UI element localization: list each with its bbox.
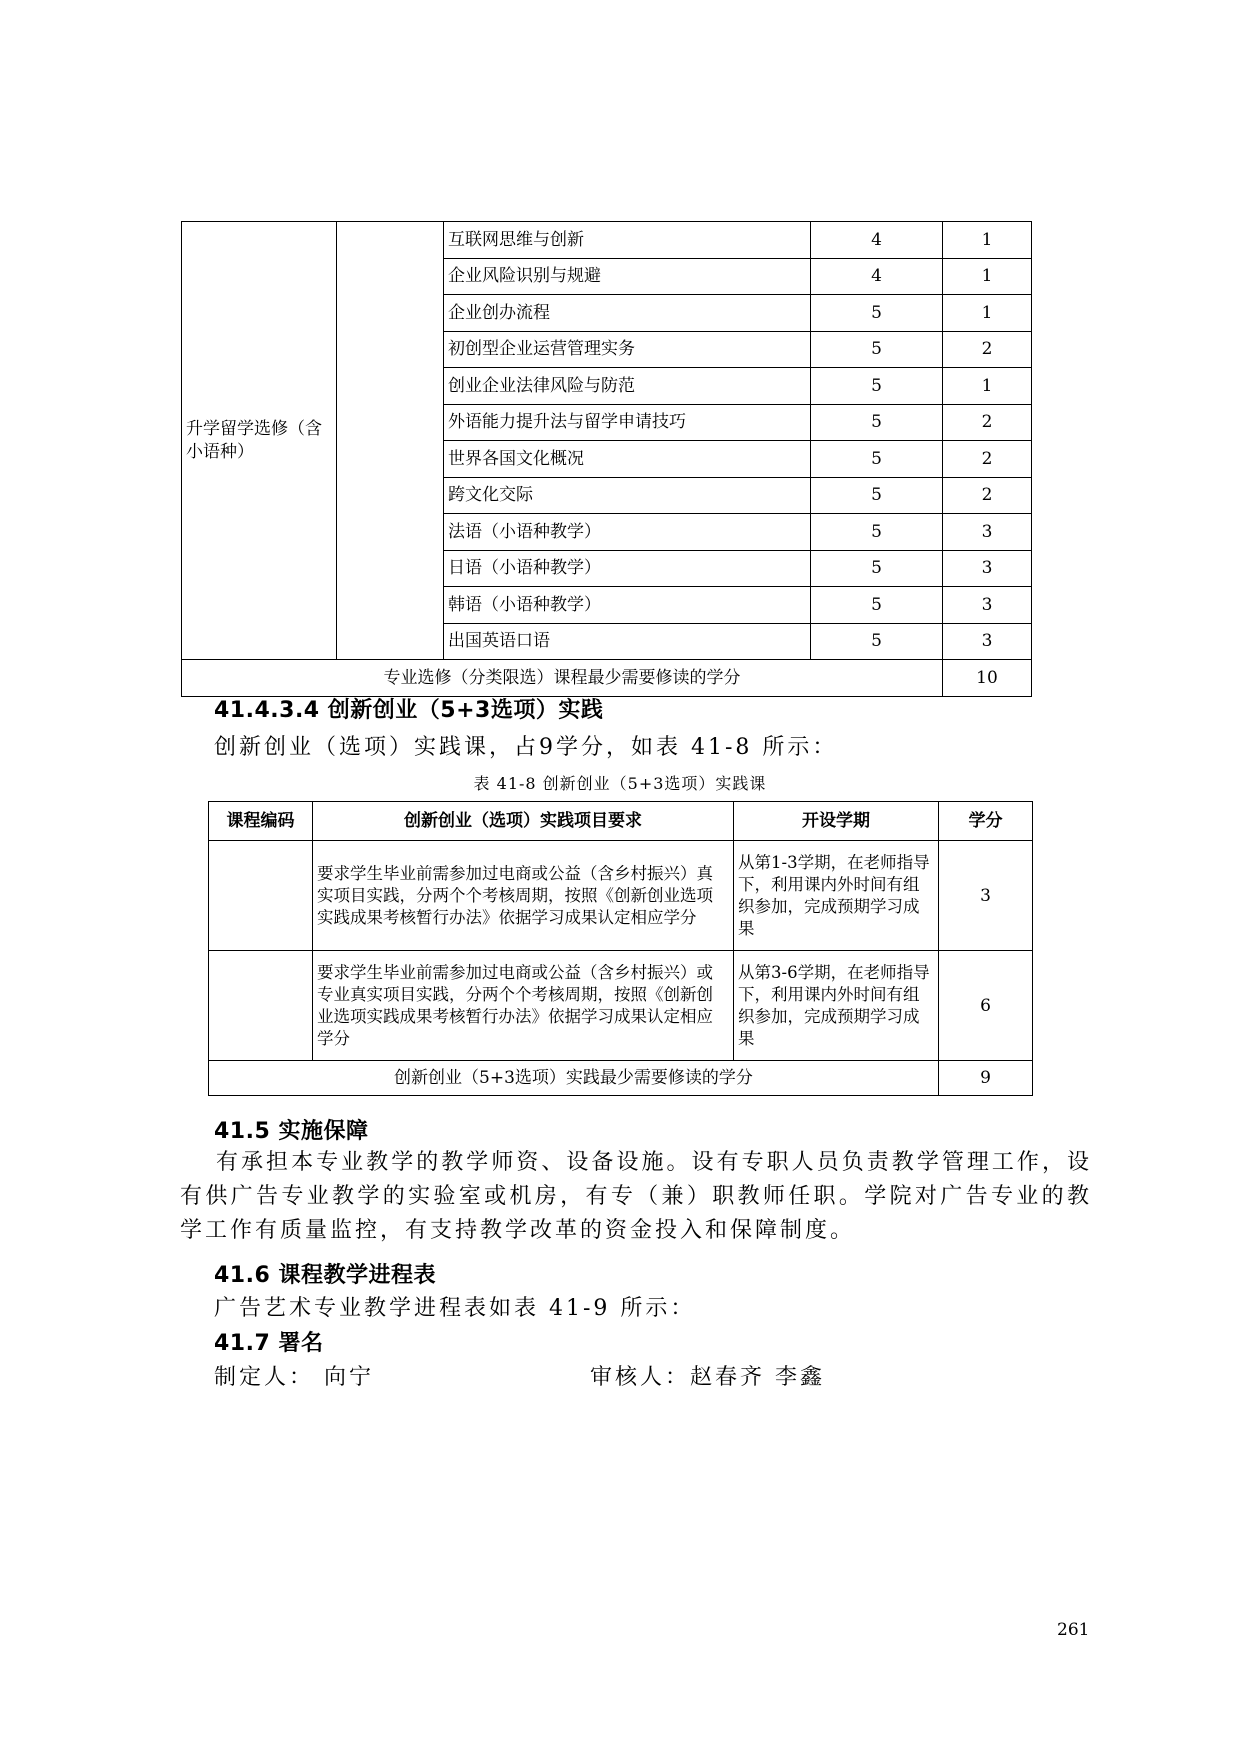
course-semester: 5: [811, 514, 943, 551]
practice-semester: 从第3-6学期，在老师指导下，利用课内外时间有组织参加，完成预期学习成果: [734, 951, 939, 1061]
section-heading-41-4-3-4: 41.4.3.4 创新创业（5+3选项）实践: [214, 698, 604, 723]
course-semester: 4: [811, 258, 943, 295]
total-value: 9: [939, 1061, 1033, 1096]
reviewer-names: 赵春齐 李鑫: [690, 1365, 826, 1390]
header-course-code: 课程编码: [209, 802, 313, 841]
course-name: 互联网思维与创新: [444, 222, 811, 259]
course-code: [209, 951, 313, 1061]
page-number: 261: [1057, 1620, 1090, 1640]
practice-semester: 从第1-3学期，在老师指导下，利用课内外时间有组织参加，完成预期学习成果: [734, 841, 939, 951]
reviewer-label: 审核人：: [590, 1365, 691, 1390]
table-row: [182, 222, 1032, 259]
subcategory-cell: [337, 222, 444, 660]
table-row: [209, 841, 1033, 951]
course-semester: 5: [811, 295, 943, 332]
section-41-6-body: 广告艺术专业教学进程表如表 41-9 所示：: [214, 1296, 696, 1321]
course-credit: 2: [943, 331, 1032, 368]
course-credit: 3: [943, 623, 1032, 660]
section-heading-41-7: 41.7 署名: [214, 1331, 324, 1356]
section-41-5-body: 有承担本专业教学的教学师资、设备设施。设有专职人员负责教学管理工作，设有供广告专业教学的实验室或机房，有专（兼）职教师任职。学院对广告专业的教学工作有质量监控，有支持教学改革的资金投入和保障制度。: [180, 1150, 1092, 1243]
course-name: 跨文化交际: [444, 477, 811, 514]
course-code: [209, 841, 313, 951]
total-label: 专业选修（分类限选）课程最少需要修读的学分: [182, 660, 943, 697]
header-credit: 学分: [939, 802, 1033, 841]
author-name: 向宁: [324, 1365, 375, 1390]
course-name: 出国英语口语: [444, 623, 811, 660]
course-semester: 5: [811, 623, 943, 660]
table-total-row: [182, 660, 1032, 697]
course-semester: 5: [811, 477, 943, 514]
course-semester: 5: [811, 587, 943, 624]
course-semester: 5: [811, 331, 943, 368]
reviewer-signature: [590, 1360, 825, 1391]
course-name: 日语（小语种教学）: [444, 550, 811, 587]
course-credit: 1: [943, 258, 1032, 295]
course-name: 初创型企业运营管理实务: [444, 331, 811, 368]
header-semester: 开设学期: [734, 802, 939, 841]
header-requirement: 创新创业（选项）实践项目要求: [313, 802, 734, 841]
course-semester: 5: [811, 550, 943, 587]
course-credit: 2: [943, 441, 1032, 478]
table-caption: 表 41-8 创新创业（5+3选项）实践课: [473, 774, 767, 793]
course-name: 创业企业法律风险与防范: [444, 368, 811, 405]
section-heading-41-5: 41.5 实施保障: [214, 1119, 369, 1144]
course-name: 企业创办流程: [444, 295, 811, 332]
course-credit: 2: [943, 477, 1032, 514]
table-row: [209, 951, 1033, 1061]
course-name: 世界各国文化概况: [444, 441, 811, 478]
practice-credit: 6: [939, 951, 1033, 1061]
author-label: 制定人：: [214, 1365, 315, 1390]
practice-requirement: 要求学生毕业前需参加过电商或公益（含乡村振兴）真实项目实践，分两个个考核周期，按照《创新创业选项实践成果考核暂行办法》依据学习成果认定相应学分: [313, 841, 734, 951]
course-credit: 1: [943, 222, 1032, 259]
practice-credit: 3: [939, 841, 1033, 951]
section-intro: 创新创业（选项）实践课，占9学分，如表 41-8 所示：: [214, 735, 838, 760]
course-name: 外语能力提升法与留学申请技巧: [444, 404, 811, 441]
course-credit: 3: [943, 550, 1032, 587]
course-semester: 5: [811, 441, 943, 478]
elective-course-table: [181, 221, 1032, 697]
course-credit: 1: [943, 368, 1032, 405]
table-total-row: [209, 1061, 1033, 1096]
course-credit: 3: [943, 587, 1032, 624]
course-name: 法语（小语种教学）: [444, 514, 811, 551]
table-header-row: [209, 802, 1033, 841]
category-cell: 升学留学选修（含小语种）: [182, 222, 337, 660]
course-semester: 5: [811, 368, 943, 405]
total-label: 创新创业（5+3选项）实践最少需要修读的学分: [209, 1061, 939, 1096]
section-heading-41-6: 41.6 课程教学进程表: [214, 1263, 436, 1288]
course-credit: 1: [943, 295, 1032, 332]
course-semester: 5: [811, 404, 943, 441]
innovation-practice-table: [208, 801, 1033, 1096]
total-value: 10: [943, 660, 1032, 697]
course-name: 韩语（小语种教学）: [444, 587, 811, 624]
course-name: 企业风险识别与规避: [444, 258, 811, 295]
course-credit: 3: [943, 514, 1032, 551]
practice-requirement: 要求学生毕业前需参加过电商或公益（含乡村振兴）或专业真实项目实践，分两个个考核周期，按照《创新创业选项实践成果考核暂行办法》依据学习成果认定相应学分: [313, 951, 734, 1061]
course-semester: 4: [811, 222, 943, 259]
course-credit: 2: [943, 404, 1032, 441]
author-signature: [214, 1360, 374, 1391]
